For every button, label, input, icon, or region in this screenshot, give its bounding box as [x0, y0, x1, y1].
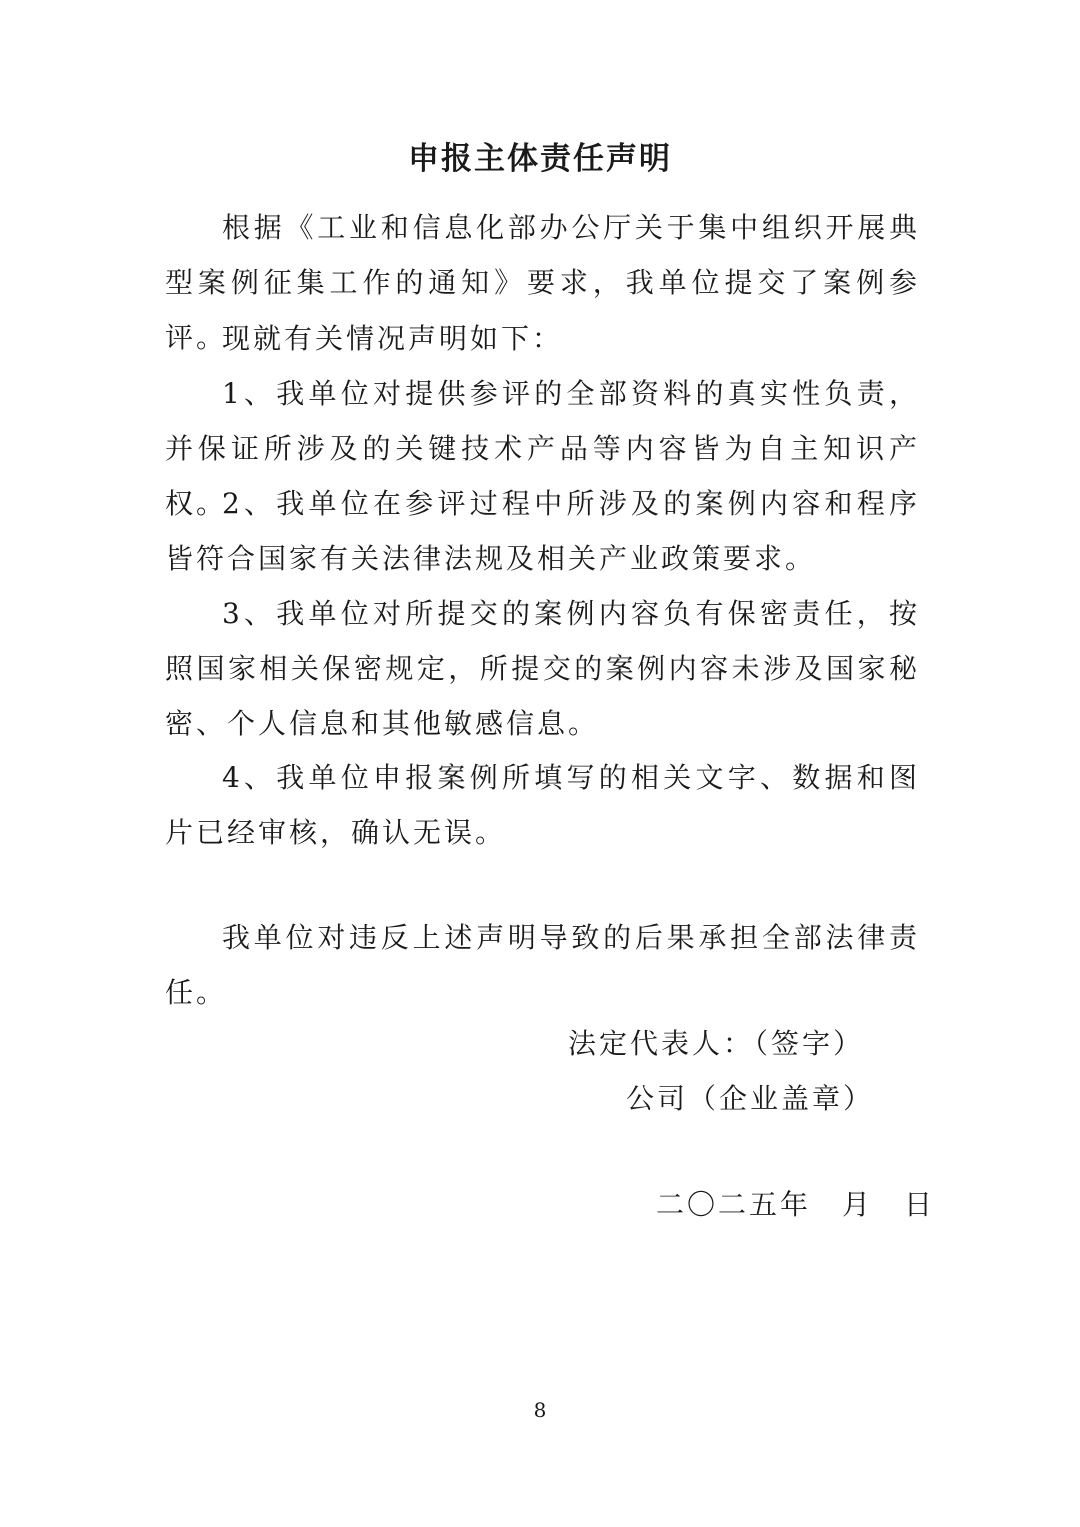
paragraph-item-3: 3、我单位对所提交的案例内容负有保密责任，按照国家相关保密规定，所提交的案例内容未涉及国家秘密、个人信息和其他敏感信息。	[165, 597, 920, 740]
paragraph-item-1: 1、我单位对提供参评的全部资料的真实性负责，并保证所涉及的关键技术产品等内容皆为自主知识产权。	[165, 377, 920, 520]
legal-representative-signature: 法定代表人：（签字）	[568, 1027, 865, 1060]
company-seal: 公司（企业盖章）	[626, 1082, 875, 1115]
paragraph-item-2: 2、我单位在参评过程中所涉及的案例内容和程序皆符合国家有关法律法规及相关产业政策要求。	[165, 487, 920, 575]
page-title: 申报主体责任声明	[408, 141, 672, 177]
signature-date: 二〇二五年 月 日	[656, 1188, 936, 1221]
paragraph-declaration-lead: 现就有关情况声明如下：	[222, 322, 564, 355]
page-number: 8	[533, 1398, 547, 1422]
paragraph-liability: 我单位对违反上述声明导致的后果承担全部法律责任。	[165, 921, 920, 1009]
paragraph-item-4: 4、我单位申报案例所填写的相关文字、数据和图片已经审核，确认无误。	[165, 761, 920, 849]
paragraph-intro: 根据《工业和信息化部办公厅关于集中组织开展典型案例征集工作的通知》要求，我单位提交了案例参评。	[165, 211, 920, 354]
